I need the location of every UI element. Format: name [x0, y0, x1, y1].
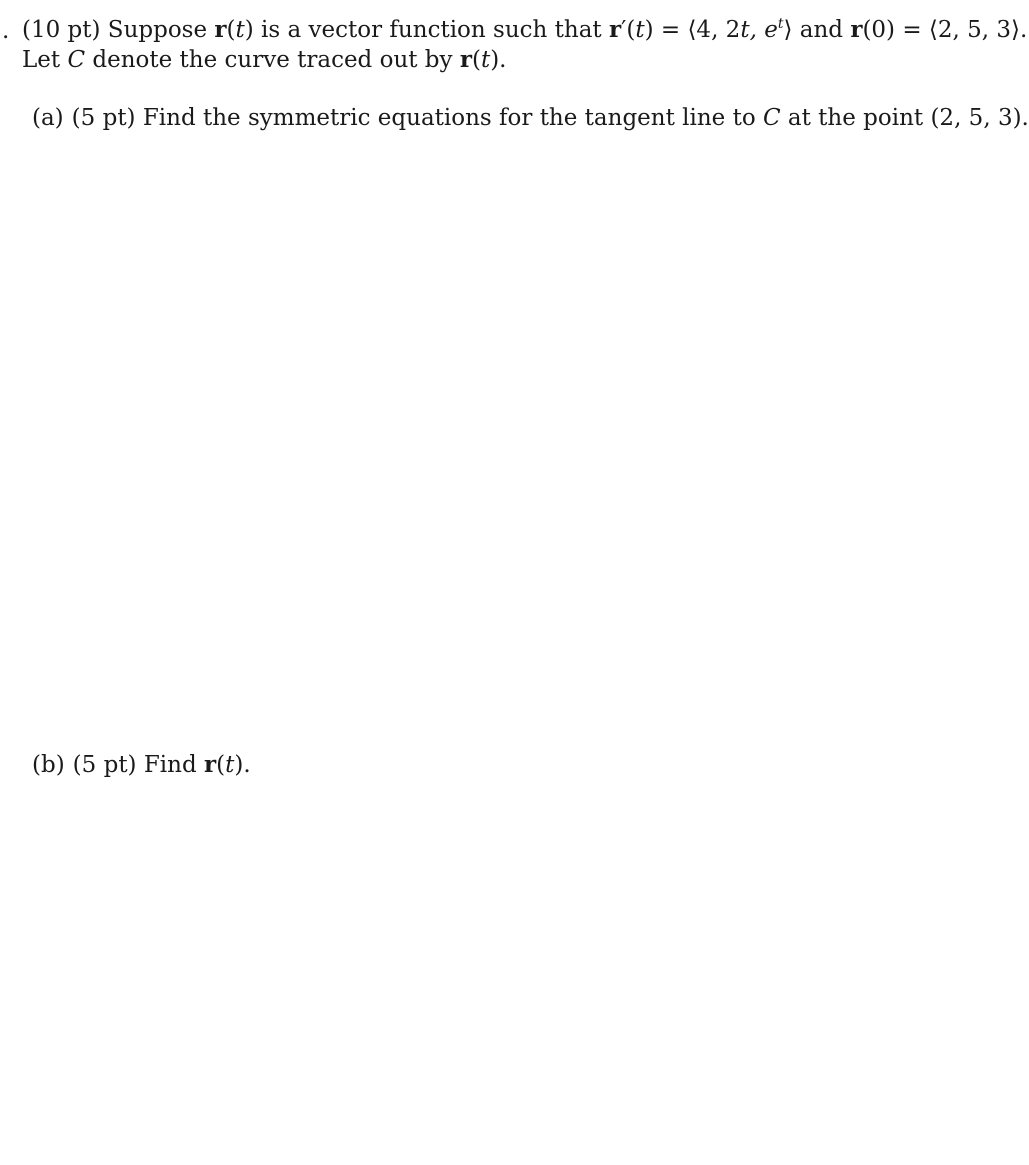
problem-points: (10 pt): [22, 17, 101, 43]
part-a-question: (a) (5 pt) Find the symmetric equations for the tangent line to C at the point (2, 5, 3).: [32, 105, 1029, 131]
problem-number-fragment: .: [2, 18, 10, 44]
r-prime: r: [608, 16, 622, 43]
problem-statement-line-2: Let C denote the curve traced out by r(t).: [22, 46, 507, 73]
problem-statement-line-1: (10 pt) Suppose r(t) is a vector function such that r′(t) = ⟨4, 2t, $e^t⟩$ and r(0) = ⟨2, 5, 3⟩.: [22, 16, 1028, 43]
part-b-question: (b) (5 pt) Find r(t).: [32, 751, 251, 778]
part-b-label: (b): [32, 752, 65, 778]
part-b-answer-space[interactable]: [22, 800, 972, 1140]
part-b-points: (5 pt): [72, 752, 137, 778]
part-a-points: (5 pt): [71, 105, 136, 131]
part-a-answer-space[interactable]: [22, 150, 972, 730]
part-a-label: (a): [32, 105, 64, 131]
